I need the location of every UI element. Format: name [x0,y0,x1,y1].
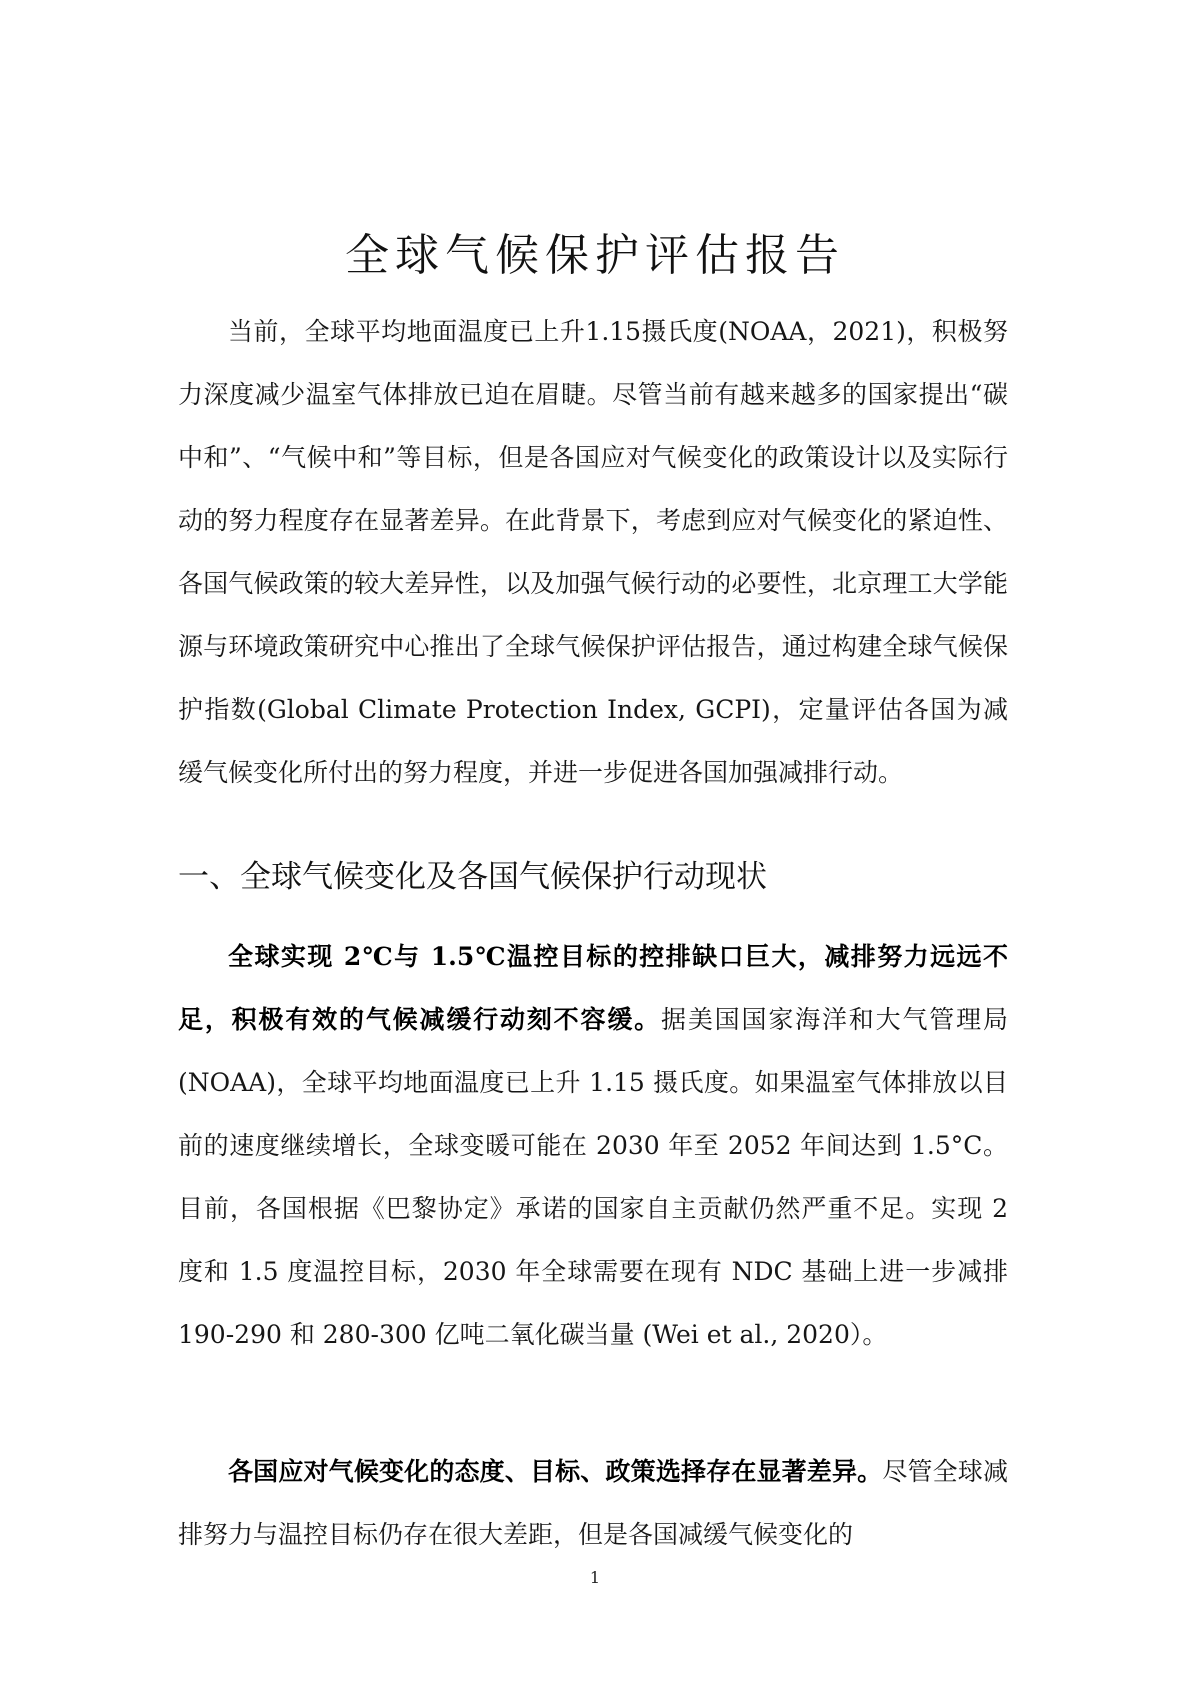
paragraph-lead-bold: 全球实现 2℃与 1.5℃温控目标的控排缺口巨大，减排努力远远不足，积极有效的气候减缓行动刻不容缓。 [178,942,1008,1034]
section-heading: 一、全球气候变化及各国气候保护行动现状 [178,859,767,895]
paragraph-body-text: 据美国国家海洋和大气管理局(NOAA)，全球平均地面温度已上升 1.15 摄氏度。如果温室气体排放以目前的速度继续增长，全球变暖可能在 2030 年至 2052 年间达到 1.5°C。目前，各国根据《巴黎协定》承诺的国家自主贡献仍然严重不足。实现 2 度和 1.5 度温控目标，2030 年全球需要在现有 NDC 基础上进一步减排 190-290 和 280-300 亿吨二氧化碳当量 (Wei et al., 2020）。 [178,1005,1008,1349]
section-1-paragraph-1 [178,925,1008,1366]
report-title: 全球气候保护评估报告 [345,230,845,282]
intro-paragraph: 当前，全球平均地面温度已上升1.15摄氏度(NOAA，2021)，积极努力深度减少温室气体排放已迫在眉睫。尽管当前有越来越多的国家提出“碳中和”、“气候中和”等目标，但是各国应对气候变化的政策设计以及实际行动的努力程度存在显著差异。在此背景下，考虑到应对气候变化的紧迫性、各国气候政策的较大差异性，以及加强气候行动的必要性，北京理工大学能源与环境政策研究中心推出了全球气候保护评估报告，通过构建全球气候保护指数(Global Climate Protection Index, GCPI)，定量评估各国为减缓气候变化所付出的努力程度，并进一步促进各国加强减排行动。 [178,317,1008,787]
paragraph-lead-bold: 各国应对气候变化的态度、目标、政策选择存在显著差异。 [228,1457,883,1486]
paragraph-body-text: 尽管全球减排努力与温控目标仍存在很大差距，但是各国减缓气候变化的 [178,1457,1008,1549]
section-1-paragraph-2 [178,1440,1008,1566]
intro-section [178,300,1008,804]
page-number: 1 [589,1568,601,1587]
